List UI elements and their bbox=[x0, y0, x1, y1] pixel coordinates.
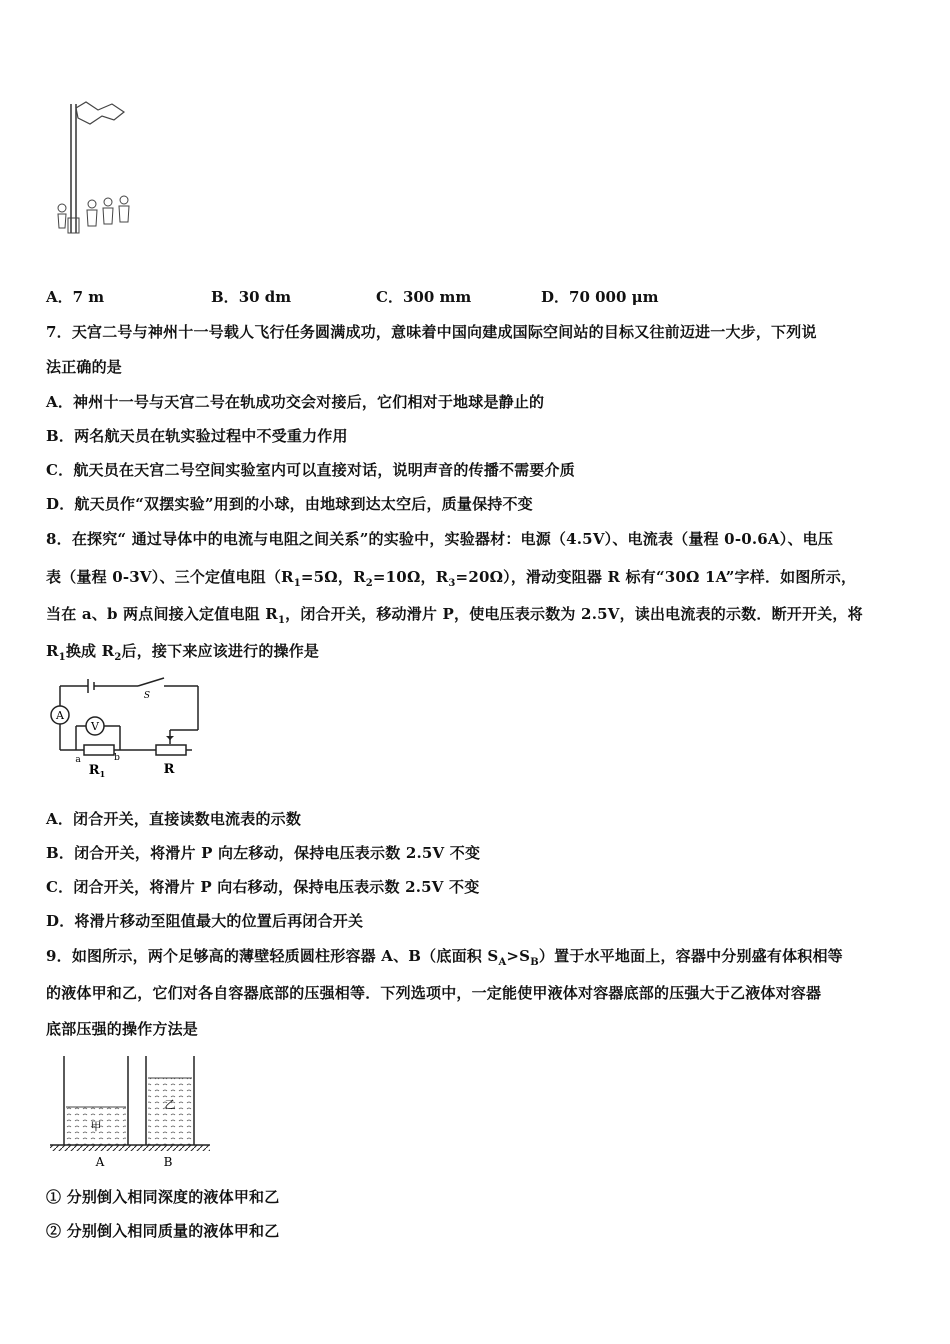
q8-stem-line1: 8．在探究“ 通过导体中的电流与电阻之间关系”的实验中，实验器材：电源（4.5V）、电流表（量程 0-0.6A）、电压 bbox=[46, 530, 834, 548]
q7-option-c: C．航天员在天宫二号空间实验室内可以直接对话，说明声音的传播不需要介质 bbox=[46, 461, 575, 479]
q7-option-d: D．航天员作“双摆实验”用到的小球，由地球到达太空后，质量保持不变 bbox=[46, 495, 533, 513]
r1-label: $R_1$ bbox=[88, 763, 106, 779]
q6-option-a: A．7 m bbox=[46, 288, 105, 306]
q6-option-c: C．300 mm bbox=[376, 288, 472, 306]
q9-stem-line1: 9．如图所示，两个足够高的薄壁轻质圆柱形容器 A、B（底面积 $S_A>S_B$）置于水平地面上，容器中分别盛有体积相等 bbox=[46, 947, 843, 968]
q8-option-c: C．闭合开关，将滑片 P 向右移动，保持电压表示数 2.5V 不变 bbox=[46, 878, 480, 896]
ammeter-label: A bbox=[56, 709, 64, 722]
q9-stem-line3: 底部压强的操作方法是 bbox=[46, 1020, 199, 1038]
q8-option-d: D．将滑片移动至阻值最大的位置后再闭合开关 bbox=[46, 912, 364, 930]
liquid-b-label: 乙 bbox=[164, 1098, 176, 1111]
switch-label: S bbox=[143, 691, 151, 701]
container-a-label: A bbox=[95, 1155, 105, 1169]
rheostat-label: R bbox=[163, 762, 175, 777]
q8-option-b: B．闭合开关，将滑片 P 向左移动，保持电压表示数 2.5V 不变 bbox=[46, 844, 481, 862]
q9-option-1: ① 分别倒入相同深度的液体甲和乙 bbox=[46, 1188, 280, 1206]
q7-stem-line2: 法正确的是 bbox=[46, 358, 123, 376]
q6-option-d: D．70 000 μm bbox=[541, 288, 659, 306]
q9-option-2: ② 分别倒入相同质量的液体甲和乙 bbox=[46, 1222, 280, 1240]
q8-stem-line2: 表（量程 0-3V）、三个定值电阻（$R_1=5\Omega$，$R_2=10\Omega$，$R_3=20\Omega$），滑动变阻器 R 标有“30Ω 1A”字样．如图所示， bbox=[46, 568, 857, 589]
liquid-a-label: 甲 bbox=[90, 1120, 102, 1133]
q8-option-a: A．闭合开关，直接读数电流表的示数 bbox=[46, 810, 302, 828]
circuit-diagram bbox=[46, 674, 216, 784]
point-b-label: b bbox=[114, 753, 120, 763]
q6-option-b: B．30 dm bbox=[211, 288, 292, 306]
voltmeter-label: V bbox=[91, 720, 99, 733]
container-b-label: B bbox=[163, 1155, 173, 1169]
point-a-label: a bbox=[75, 755, 81, 765]
q7-stem-line1: 7．天宫二号与神州十一号载人飞行任务圆满成功，意味着中国向建成国际空间站的目标又往前迈进一大步，下列说 bbox=[46, 323, 817, 341]
flagpole-figure bbox=[52, 98, 147, 242]
q7-option-a: A．神州十一号与天宫二号在轨成功交会对接后，它们相对于地球是静止的 bbox=[46, 393, 545, 411]
q9-stem-line2: 的液体甲和乙，它们对各自容器底部的压强相等．下列选项中，一定能使甲液体对容器底部的压强大于乙液体对容器 bbox=[46, 984, 822, 1002]
q8-stem-line4: $R_1$换成 $R_2$后，接下来应该进行的操作是 bbox=[46, 642, 320, 663]
containers-figure bbox=[50, 1052, 210, 1176]
q8-stem-line3: 当在 a、b 两点间接入定值电阻 $R_1$，闭合开关，移动滑片 P，使电压表示数为 2.5V，读出电流表的示数．断开开关，将 bbox=[46, 605, 863, 626]
q7-option-b: B．两名航天员在轨实验过程中不受重力作用 bbox=[46, 427, 348, 445]
